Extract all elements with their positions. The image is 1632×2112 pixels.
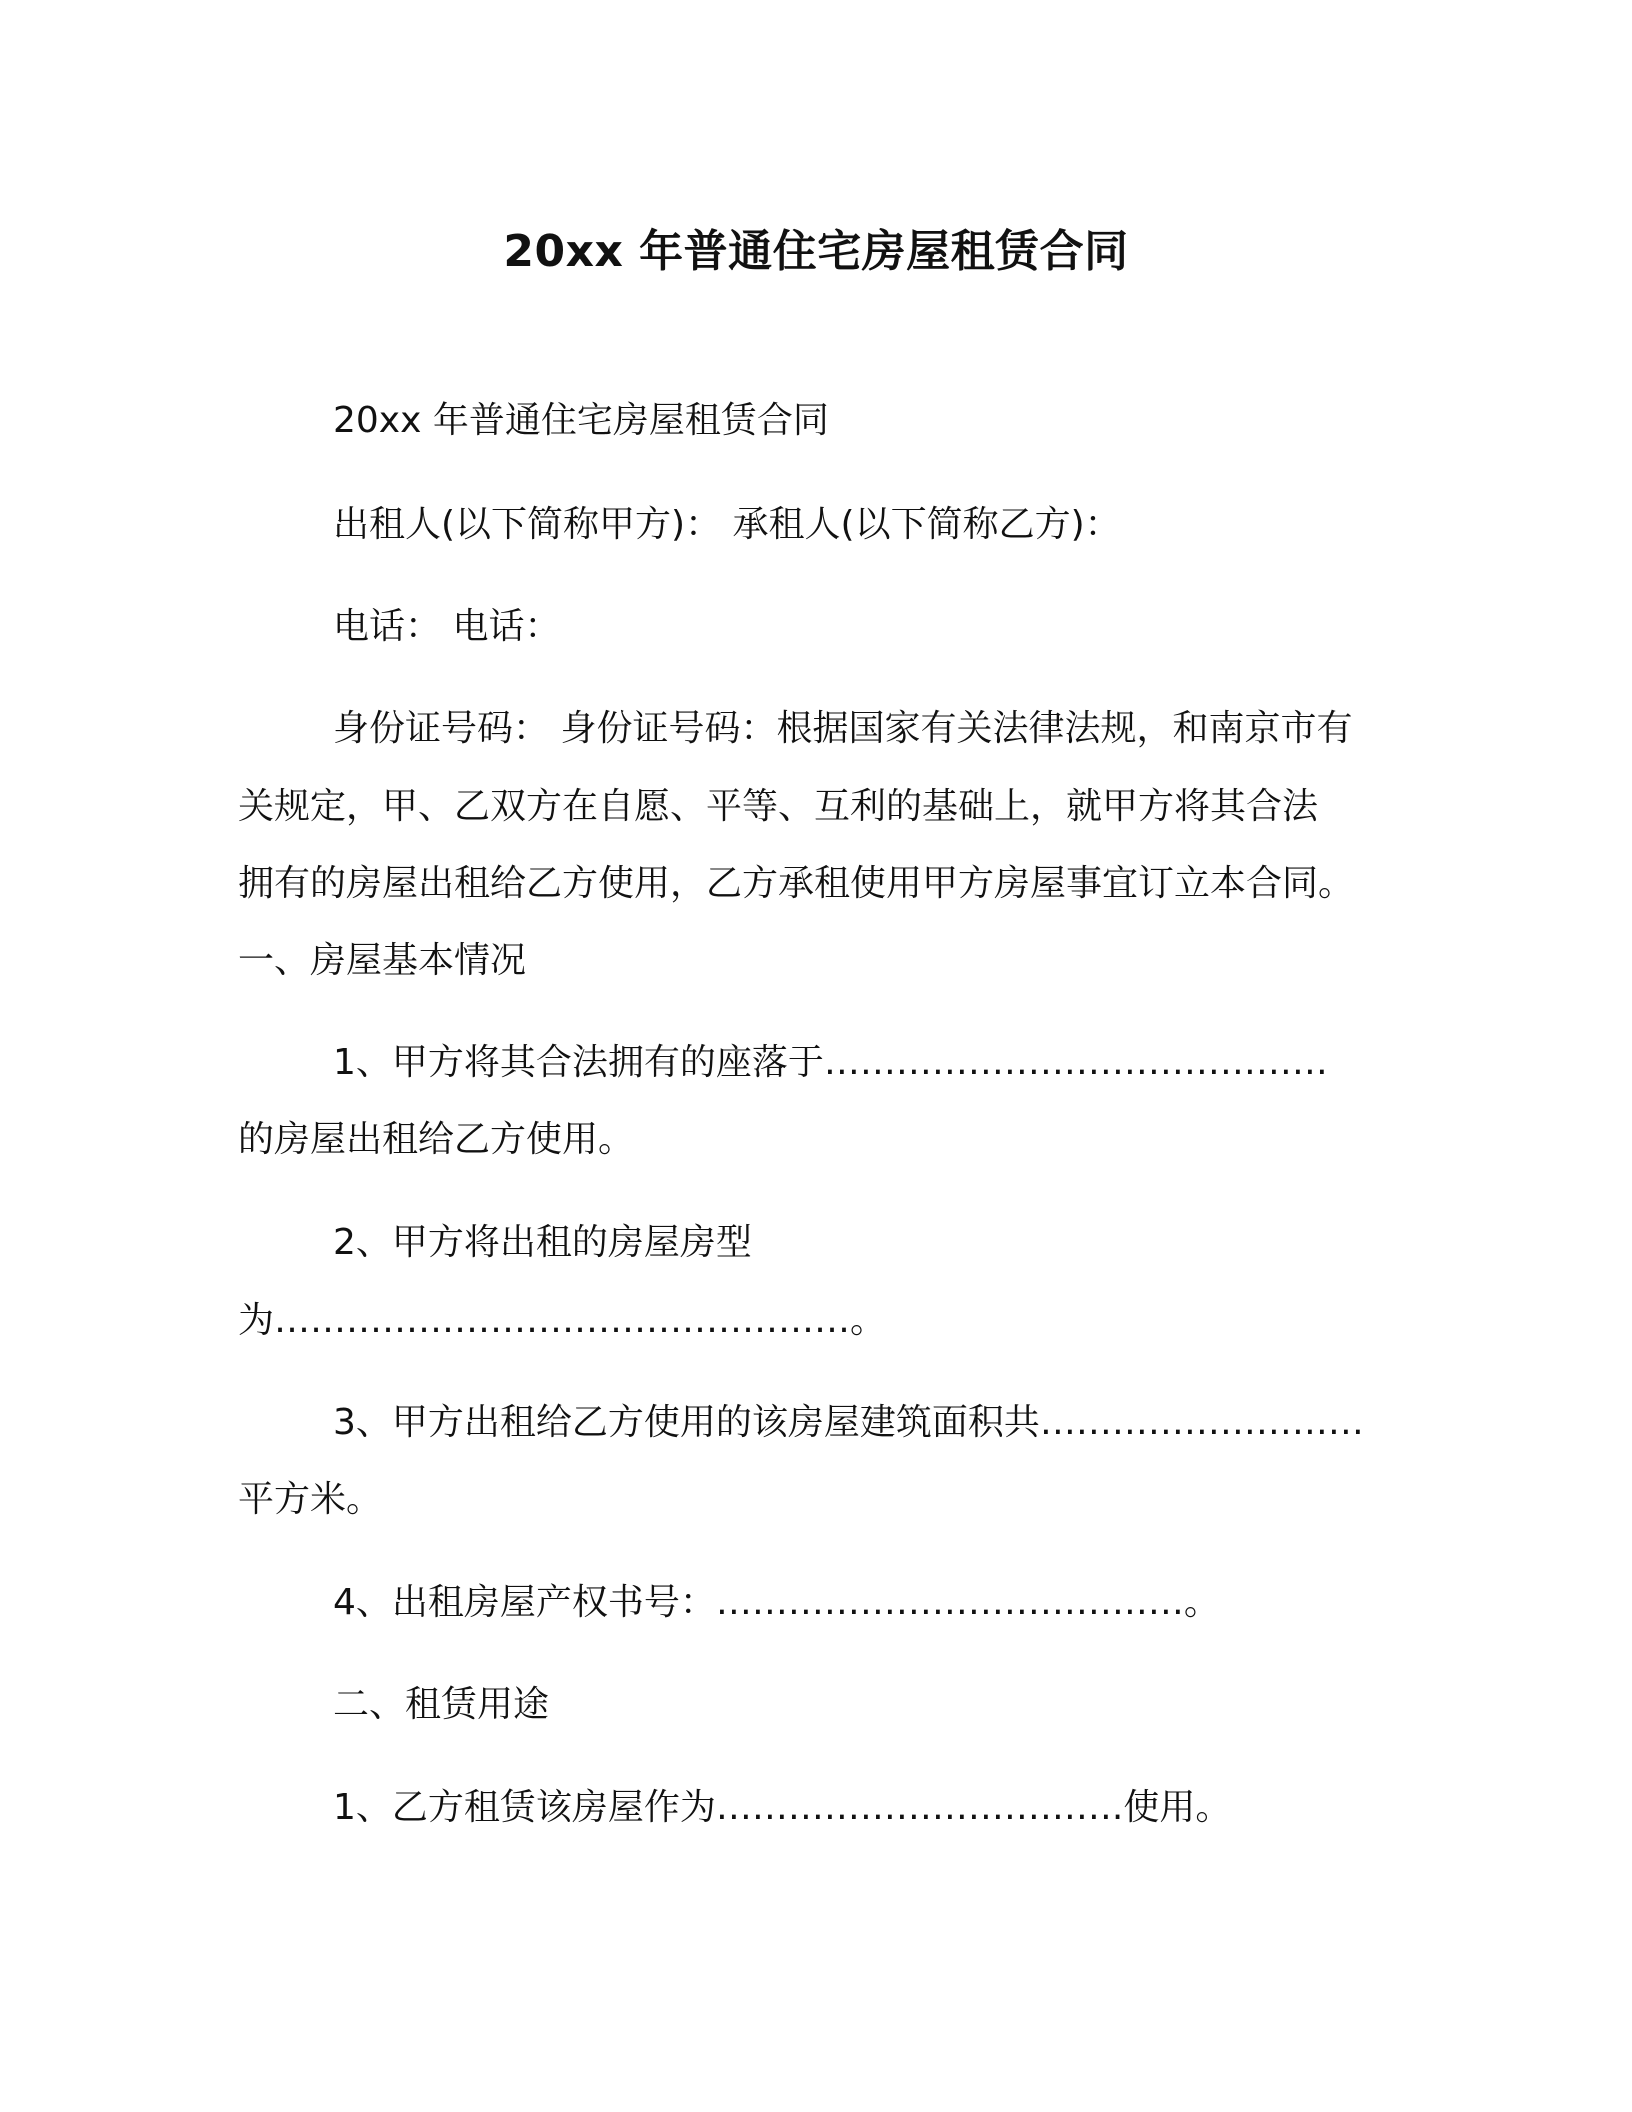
clause-1-3-line-2: 平方米。: [238, 1479, 383, 1520]
section-heading-1: 一、房屋基本情况: [238, 940, 527, 981]
preamble-line-2: 关规定，甲、乙双方在自愿、平等、互利的基础上，就甲方将其合法: [238, 786, 1319, 827]
subtitle-line: 20xx 年普通住宅房屋租赁合同: [333, 400, 829, 441]
clause-1-2-line-2: 为…………………………………………。: [238, 1300, 886, 1341]
clause-1-3-line-1: 3、甲方出租给乙方使用的该房屋建筑面积共………………………: [333, 1402, 1364, 1443]
phone-line: 电话： 电话：: [333, 606, 561, 647]
id-number-line: 身份证号码： 身份证号码：根据国家有关法律法规，和南京市有: [333, 708, 1353, 749]
clause-1-1-line-2: 的房屋出租给乙方使用。: [238, 1119, 635, 1160]
section-heading-2: 二、租赁用途: [333, 1684, 550, 1725]
clause-1-2-line-1: 2、甲方将出租的房屋房型: [333, 1222, 752, 1263]
clause-2-1-line: 1、乙方租赁该房屋作为…………………………….使用。: [333, 1787, 1232, 1828]
document-title: 20xx 年普通住宅房屋租赁合同: [503, 226, 1129, 277]
clause-1-4-line: 4、出租房屋产权书号：…………………………………。: [333, 1582, 1220, 1623]
preamble-line-3: 拥有的房屋出租给乙方使用，乙方承租使用甲方房屋事宜订立本合同。: [238, 863, 1355, 904]
parties-line: 出租人(以下简称甲方)： 承租人(以下简称乙方)：: [333, 504, 1121, 545]
clause-1-1-line-1: 1、甲方将其合法拥有的座落于……………………………………: [333, 1042, 1328, 1083]
